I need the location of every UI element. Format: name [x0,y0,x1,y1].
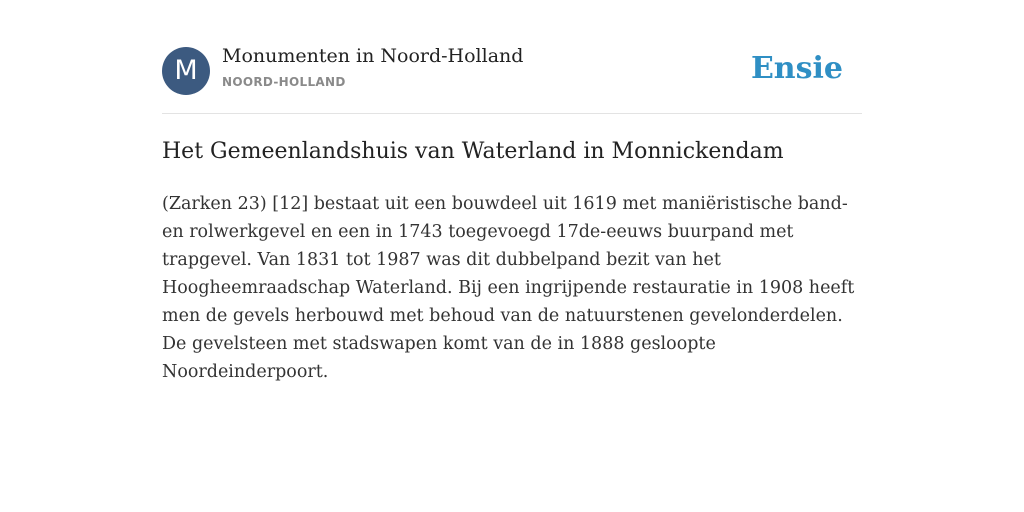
brand-logo[interactable]: Ensie [750,51,843,86]
article-title: Het Gemeenlandshuis van Waterland in Monnickendam [162,139,784,164]
article-body: (Zarken 23) [12] bestaat uit een bouwdeel uit 1619 met maniëristische band- en rolwerkgevel en een in 1743 toegevoegd 17de-eeuws buurpand met trapgevel. Van 1831 tot 1987 was dit dubbelpand bezit van het Hoogheemraadschap Waterland. Bij een ingrijpende restauratie in 1908 heeft men de gevels herbouwd met behoud van de natuurstenen gevelonderdelen. De gevelsteen met stadswapen komt van de in 1888 gesloopte Noordeinderpoort. [162,194,855,382]
avatar[interactable]: M [162,47,210,95]
content-card [162,0,862,382]
site-subtitle: NOORD-HOLLAND [222,75,346,89]
site-title[interactable]: Monumenten in Noord-Holland [222,45,524,67]
page-header [162,0,862,114]
